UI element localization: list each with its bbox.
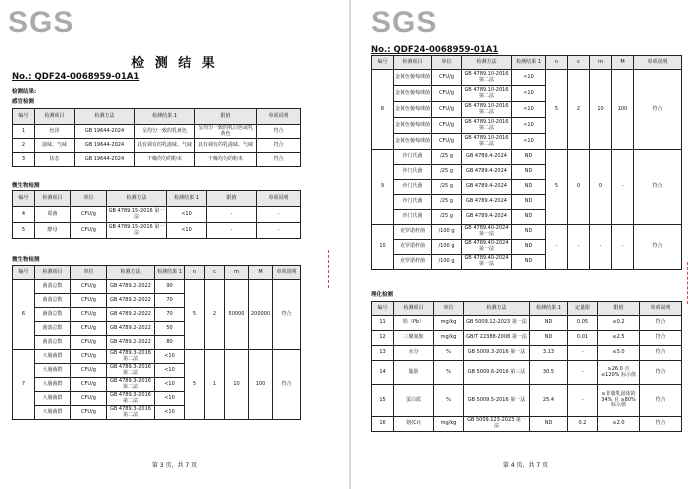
table-cell: 金黄色葡萄球菌 — [394, 86, 432, 102]
results-label: 检测结果: — [12, 89, 37, 95]
column-header: 检测方法 — [107, 191, 167, 207]
table-cell: GB 5009.123-2023 第一法 — [464, 417, 530, 432]
table-cell: 沙门氏菌 — [394, 150, 432, 165]
table-cell: /100 g — [432, 225, 462, 240]
table-cell: <10 — [155, 406, 185, 420]
table-cell: CFU/g — [71, 294, 107, 308]
M-value: 200000 — [249, 280, 273, 350]
table-cell: 蛋白质 — [394, 385, 434, 417]
table-cell: 大肠菌群 — [35, 392, 71, 406]
M-value: - — [612, 150, 634, 225]
table-header-row — [13, 109, 301, 125]
table-cell: 符合 — [640, 361, 682, 385]
table-cell: /25 g — [432, 195, 462, 210]
table-cell: 符合 — [640, 331, 682, 346]
table-cell: 沙门氏菌 — [394, 210, 432, 225]
table-cell: 符合 — [257, 125, 301, 139]
column-header: M — [612, 56, 634, 70]
table-cell: ≥非脂乳固体的 34% 且 ≥80% 标示值 — [598, 385, 640, 417]
table-cell: 大肠菌群 — [35, 350, 71, 364]
table-cell: CFU/g — [432, 118, 462, 134]
table-cell: 符合 — [257, 153, 301, 167]
table-cell: 3 — [13, 153, 35, 167]
m-value: 0 — [590, 150, 612, 225]
table-row — [372, 70, 682, 86]
table-cell: <10 — [167, 223, 207, 239]
m-value: 10 — [225, 350, 249, 420]
table-cell: 0.01 — [568, 331, 598, 346]
table-cell: /25 g — [432, 210, 462, 225]
table-cell: 大肠菌群 — [35, 364, 71, 378]
row-number: 8 — [372, 70, 394, 150]
remark: 符合 — [634, 150, 682, 225]
column-header: 检测项目 — [35, 191, 71, 207]
table-cell: GB 4789.10-2016 第二法 — [462, 102, 512, 118]
table-cell: 沙门氏菌 — [394, 195, 432, 210]
table-cell: - — [207, 207, 257, 223]
page-footer: 第 3 页，共 7 页 — [151, 462, 198, 469]
column-header: 检测结果 1 — [155, 266, 185, 280]
table-header-row — [372, 56, 682, 70]
table-cell: GB 4789.2-2022 — [107, 336, 155, 350]
m-value: 50000 — [225, 280, 249, 350]
column-header: n — [546, 56, 568, 70]
table-row — [372, 331, 682, 346]
table-cell: 16 — [372, 417, 394, 432]
table-cell: 沙门氏菌 — [394, 180, 432, 195]
table-cell: CFU/g — [71, 392, 107, 406]
table-cell: 水分 — [394, 346, 434, 361]
column-header: 编号 — [13, 266, 35, 280]
seal-stamp — [328, 250, 345, 288]
table-cell: 1 — [13, 125, 35, 139]
table-cell: 5 — [13, 223, 35, 239]
table-cell: mg/kg — [434, 331, 464, 346]
sensory-label: 感官检测 — [12, 99, 35, 105]
column-header: 单位 — [71, 191, 107, 207]
table-cell: CFU/g — [71, 322, 107, 336]
column-header: 检测项目 — [394, 302, 434, 316]
column-header: 限值 — [598, 302, 640, 316]
table-cell: GB 4789.4-2024 — [462, 150, 512, 165]
sensory-table — [12, 108, 301, 167]
M-value: 100 — [249, 350, 273, 420]
table-cell: GB 4789.3-2016 第二法 — [107, 392, 155, 406]
seal-stamp — [687, 262, 700, 304]
table-cell: 金黄色葡萄球菌 — [394, 70, 432, 86]
column-header: 定量限 — [568, 302, 598, 316]
column-header: m — [590, 56, 612, 70]
table-cell: 13 — [372, 346, 394, 361]
table-cell: mg/kg — [434, 417, 464, 432]
table-cell: /25 g — [432, 180, 462, 195]
table-cell: 90 — [155, 280, 185, 294]
column-header: 单项说明 — [257, 191, 301, 207]
report-number: No.: QDF24-0068959-01A1 — [371, 45, 499, 55]
table-cell: 30.5 — [530, 361, 568, 385]
table-cell: <10 — [512, 102, 546, 118]
table-cell: <10 — [167, 207, 207, 223]
column-header: n — [185, 266, 205, 280]
table-cell: ND — [530, 331, 568, 346]
table-row — [13, 280, 301, 294]
table-cell: ≥26.0 且 ≤120% 标示值 — [598, 361, 640, 385]
table-cell: GB 5009.12-2023 第一法 — [464, 316, 530, 331]
table-row — [372, 150, 682, 165]
table-cell: GB 19644-2024 — [75, 125, 135, 139]
c-value: 1 — [205, 350, 225, 420]
table-cell: GB 4789.15-2016 第一法 — [107, 207, 167, 223]
chem-label: 理化检测 — [371, 292, 394, 298]
table-cell: 铬(Cr) — [394, 417, 434, 432]
table-cell: GB 4789.4-2024 — [462, 195, 512, 210]
table-cell: CFU/g — [71, 207, 107, 223]
table-cell: GB 4789.4-2024 — [462, 165, 512, 180]
table-cell: CFU/g — [71, 350, 107, 364]
micro-label: 微生物检测 — [12, 183, 40, 189]
table-cell: GB 4789.2-2022 — [107, 280, 155, 294]
remark: 符合 — [634, 70, 682, 150]
table-header-row — [13, 266, 301, 280]
table-cell: 3.13 — [530, 346, 568, 361]
table-cell: GB 4789.10-2016 第二法 — [462, 70, 512, 86]
column-header: 检测方法 — [462, 56, 512, 70]
table-row — [13, 350, 301, 364]
table-cell: GB 19644-2024 — [75, 139, 135, 153]
micro-table-continued — [371, 55, 682, 270]
table-cell: 符合 — [640, 385, 682, 417]
table-cell: 菌落总数 — [35, 336, 71, 350]
table-cell: 大肠菌群 — [35, 406, 71, 420]
column-header: 单项说明 — [273, 266, 301, 280]
report-page-3 — [0, 0, 349, 489]
table-cell: GB 5009.3-2016 第一法 — [464, 346, 530, 361]
table-cell: CFU/g — [432, 102, 462, 118]
table-cell: 菌落总数 — [35, 322, 71, 336]
table-cell: ND — [512, 225, 546, 240]
table-cell: 菌落总数 — [35, 308, 71, 322]
table-cell: <10 — [512, 86, 546, 102]
remark: 符合 — [273, 280, 301, 350]
table-cell: 霉菌 — [35, 207, 71, 223]
table-cell: ≤5.0 — [598, 346, 640, 361]
column-header: 单项说明 — [634, 56, 682, 70]
table-cell: GB 4789.40-2024 第一法 — [462, 240, 512, 255]
table-row — [13, 125, 301, 139]
table-cell: 状态 — [35, 153, 75, 167]
table-cell: 50 — [155, 322, 185, 336]
table-cell: 11 — [372, 316, 394, 331]
table-cell: % — [434, 361, 464, 385]
table-cell: 铅（Pb） — [394, 316, 434, 331]
table-cell: CFU/g — [71, 308, 107, 322]
column-header: 检测结果 1 — [135, 109, 195, 125]
column-header: 检测结果 1 — [167, 191, 207, 207]
c-value: - — [568, 225, 590, 270]
column-header: 检测方法 — [107, 266, 155, 280]
page-footer: 第 4 页，共 7 页 — [502, 462, 549, 469]
table-cell: GB 4789.40-2024 第一法 — [462, 255, 512, 270]
column-header: 单位 — [432, 56, 462, 70]
M-value: 100 — [612, 70, 634, 150]
column-header: 检测结果 1 — [512, 56, 546, 70]
table-cell: ND — [530, 417, 568, 432]
table-cell: 12 — [372, 331, 394, 346]
table-cell: /100 g — [432, 240, 462, 255]
m-value: - — [590, 225, 612, 270]
table-cell: 菌落总数 — [35, 294, 71, 308]
remark: 符合 — [634, 225, 682, 270]
table-cell: 菌落总数 — [35, 280, 71, 294]
column-header: 单位 — [434, 302, 464, 316]
page-title: 检 测 结 果 — [131, 56, 218, 71]
column-header: M — [249, 266, 273, 280]
table-cell: <10 — [155, 364, 185, 378]
table-cell: GB 4789.15-2016 第一法 — [107, 223, 167, 239]
table-cell: ≤2.5 — [598, 331, 640, 346]
column-header: 单项说明 — [257, 109, 301, 125]
table-cell: 70 — [155, 308, 185, 322]
table-cell: 干燥均匀的粉末 — [195, 153, 257, 167]
table-cell: <10 — [155, 350, 185, 364]
m-value: 10 — [590, 70, 612, 150]
table-cell: GB 4789.2-2022 — [107, 294, 155, 308]
table-cell: CFU/g — [71, 223, 107, 239]
table-cell: % — [434, 385, 464, 417]
table-cell: 符合 — [257, 139, 301, 153]
table-cell: ND — [530, 316, 568, 331]
row-number: 6 — [13, 280, 35, 350]
table-row — [13, 153, 301, 167]
n-value: - — [546, 225, 568, 270]
remark: 符合 — [273, 350, 301, 420]
table-cell: /25 g — [432, 150, 462, 165]
table-cell: 70 — [155, 294, 185, 308]
column-header: 检测结果 1 — [530, 302, 568, 316]
column-header: c — [568, 56, 590, 70]
chem-table — [371, 301, 682, 432]
table-cell: CFU/g — [71, 280, 107, 294]
column-header: 检测项目 — [35, 266, 71, 280]
table-cell: CFU/g — [71, 378, 107, 392]
c-value: 0 — [568, 150, 590, 225]
table-cell: GB 4789.40-2024 第一法 — [462, 225, 512, 240]
table-cell: 滋味、气味 — [35, 139, 75, 153]
table-row — [13, 207, 301, 223]
table-cell: ND — [512, 210, 546, 225]
table-cell: GB 4789.2-2022 — [107, 322, 155, 336]
table-cell: /100 g — [432, 255, 462, 270]
table-cell: GB 4789.10-2016 第二法 — [462, 134, 512, 150]
table-cell: 呈均匀一致的乳黄色 — [135, 125, 195, 139]
table-cell: 酵母 — [35, 223, 71, 239]
table-cell: ND — [512, 150, 546, 165]
column-header: 单位 — [71, 266, 107, 280]
table-cell: ND — [512, 195, 546, 210]
table-cell: 克罗诺杆菌 — [394, 255, 432, 270]
table-cell: 克罗诺杆菌 — [394, 225, 432, 240]
table-cell: 14 — [372, 361, 394, 385]
column-header: 编号 — [372, 56, 394, 70]
table-cell: CFU/g — [71, 406, 107, 420]
n-value: 5 — [546, 150, 568, 225]
column-header: 检测方法 — [464, 302, 530, 316]
n-value: 5 — [546, 70, 568, 150]
column-header: 检测项目 — [35, 109, 75, 125]
column-header: 编号 — [372, 302, 394, 316]
column-header: m — [225, 266, 249, 280]
sgs-logo: SGS — [371, 6, 438, 39]
table-header-row — [13, 191, 301, 207]
table-cell: <10 — [155, 392, 185, 406]
column-header: 检测方法 — [75, 109, 135, 125]
table-cell: 符合 — [640, 417, 682, 432]
table-cell: 符合 — [640, 346, 682, 361]
table-cell: ≤0.2 — [598, 316, 640, 331]
table-cell: 15 — [372, 385, 394, 417]
micro-group-table — [12, 265, 301, 420]
table-cell: GB 5009.5-2016 第一法 — [464, 385, 530, 417]
table-cell: ND — [512, 165, 546, 180]
column-header: 编号 — [13, 109, 35, 125]
table-cell: GB 4789.3-2016 第二法 — [107, 364, 155, 378]
table-cell: CFU/g — [432, 134, 462, 150]
table-cell: <10 — [155, 378, 185, 392]
table-cell: GB 4789.3-2016 第二法 — [107, 350, 155, 364]
table-cell: <10 — [512, 118, 546, 134]
table-cell: 具有调有的乳滋味、气味 — [195, 139, 257, 153]
table-cell: 金黄色葡萄球菌 — [394, 118, 432, 134]
table-cell: 2 — [13, 139, 35, 153]
c-value: 2 — [568, 70, 590, 150]
row-number: 10 — [372, 225, 394, 270]
micro-table — [12, 190, 301, 239]
table-cell: 0.2 — [568, 417, 598, 432]
table-cell: 色泽 — [35, 125, 75, 139]
table-cell: ≤2.0 — [598, 417, 640, 432]
table-cell: CFU/g — [432, 86, 462, 102]
table-cell: - — [568, 361, 598, 385]
table-cell: - — [257, 207, 301, 223]
table-row — [13, 139, 301, 153]
row-number: 7 — [13, 350, 35, 420]
sgs-logo: SGS — [8, 6, 75, 39]
table-row — [372, 417, 682, 432]
table-cell: GB 19644-2024 — [75, 153, 135, 167]
table-cell: GB 5009.6-2016 第三法 — [464, 361, 530, 385]
table-cell: GB 4789.10-2016 第二法 — [462, 86, 512, 102]
table-cell: GB/T 22388-2008 第一法 — [464, 331, 530, 346]
table-cell: 具有调有的乳滋味、气味 — [135, 139, 195, 153]
table-cell: GB 4789.2-2022 — [107, 308, 155, 322]
n-value: 5 — [185, 350, 205, 420]
table-row — [13, 223, 301, 239]
table-cell: 4 — [13, 207, 35, 223]
table-cell: 25.4 — [530, 385, 568, 417]
table-cell: 0.05 — [568, 316, 598, 331]
table-cell: - — [568, 385, 598, 417]
table-cell: 金黄色葡萄球菌 — [394, 134, 432, 150]
table-cell: GB 4789.3-2016 第二法 — [107, 378, 155, 392]
table-row — [372, 316, 682, 331]
table-cell: GB 4789.3-2016 第二法 — [107, 406, 155, 420]
table-cell: 克罗诺杆菌 — [394, 240, 432, 255]
table-cell: ND — [512, 255, 546, 270]
table-cell: - — [257, 223, 301, 239]
table-cell: 符合 — [640, 316, 682, 331]
table-cell: ND — [512, 180, 546, 195]
table-cell: 脂肪 — [394, 361, 434, 385]
table-cell: % — [434, 346, 464, 361]
column-header: 检测项目 — [394, 56, 432, 70]
column-header: 编号 — [13, 191, 35, 207]
table-cell: GB 4789.10-2016 第二法 — [462, 118, 512, 134]
table-cell: 金黄色葡萄球菌 — [394, 102, 432, 118]
table-header-row — [372, 302, 682, 316]
column-header: 限值 — [207, 191, 257, 207]
table-cell: 沙门氏菌 — [394, 165, 432, 180]
table-row — [372, 346, 682, 361]
table-cell: GB 4789.4-2024 — [462, 180, 512, 195]
table-row — [372, 225, 682, 240]
table-row — [372, 361, 682, 385]
table-cell: 呈均匀一致的乳白色或乳黄色 — [195, 125, 257, 139]
table-cell: mg/kg — [434, 316, 464, 331]
table-cell: ND — [512, 240, 546, 255]
table-cell: 大肠菌群 — [35, 378, 71, 392]
table-cell: - — [568, 346, 598, 361]
table-cell: - — [207, 223, 257, 239]
micro2-label: 微生物检测 — [12, 257, 40, 263]
row-number: 9 — [372, 150, 394, 225]
table-cell: <10 — [512, 70, 546, 86]
table-row — [372, 385, 682, 417]
report-number: No.: QDF24-0068959-01A1 — [12, 72, 140, 82]
column-header: c — [205, 266, 225, 280]
M-value: - — [612, 225, 634, 270]
column-header: 限值 — [195, 109, 257, 125]
table-cell: /25 g — [432, 165, 462, 180]
table-cell: <10 — [512, 134, 546, 150]
table-cell: CFU/g — [71, 336, 107, 350]
n-value: 5 — [185, 280, 205, 350]
column-header: 单项说明 — [640, 302, 682, 316]
c-value: 2 — [205, 280, 225, 350]
table-cell: 三聚氰胺 — [394, 331, 434, 346]
table-cell: 80 — [155, 336, 185, 350]
table-cell: 干燥均匀的粉末 — [135, 153, 195, 167]
report-page-4 — [351, 0, 700, 489]
table-cell: CFU/g — [71, 364, 107, 378]
table-cell: GB 4789.4-2024 — [462, 210, 512, 225]
table-cell: CFU/g — [432, 70, 462, 86]
